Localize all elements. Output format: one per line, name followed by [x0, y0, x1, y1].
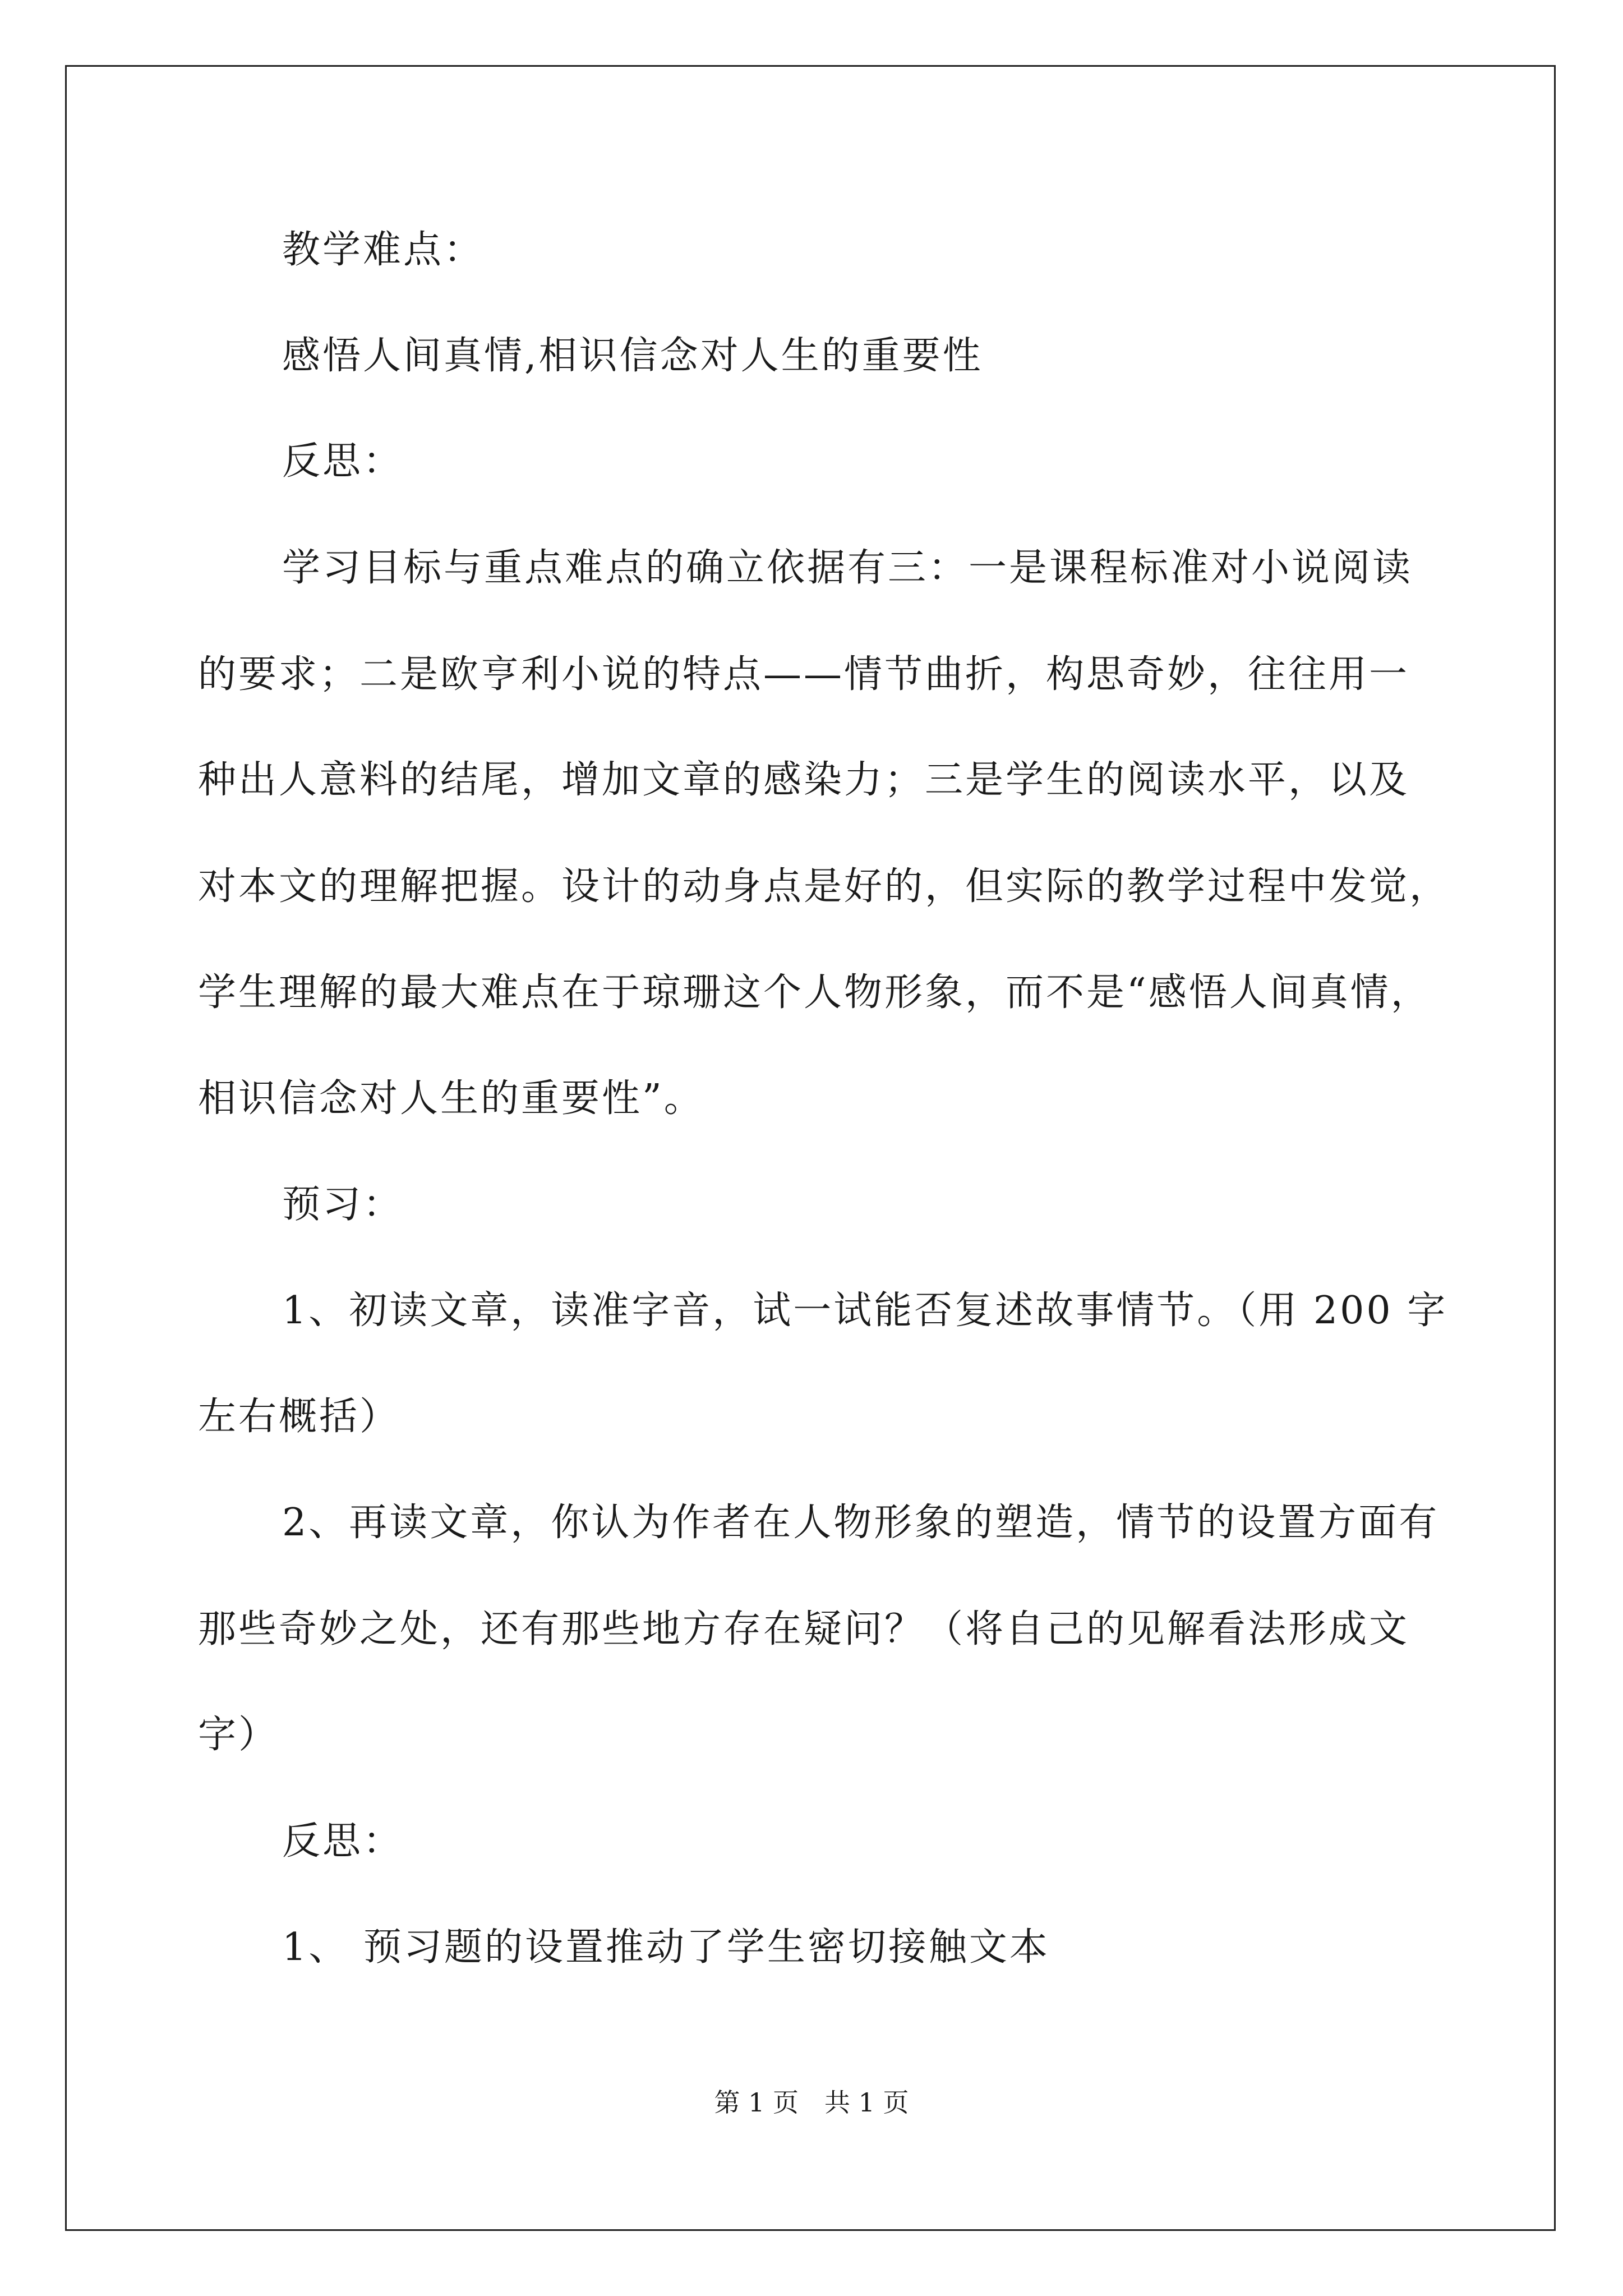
reflection-paragraph-line: 学习目标与重点难点的确立依据有三：一是课程标准对小说阅读 — [282, 546, 1413, 590]
heading-reflection-1: 反思： — [282, 439, 404, 484]
preview-item-2-line: 2、再读文章，你认为作者在人物形象的塑造，情节的设置方面有 — [282, 1501, 1440, 1545]
preview-item-2-line: 那些奇妙之处，还有那些地方存在疑问？（将自己的见解看法形成文 — [198, 1607, 1410, 1651]
reflection-paragraph-line: 相识信念对人生的重要性”。 — [198, 1076, 704, 1121]
difficulty-text: 感悟人间真情,相识信念对人生的重要性 — [282, 334, 983, 378]
reflection-paragraph-line: 对本文的理解把握。设计的动身点是好的，但实际的教学过程中发觉， — [198, 864, 1450, 909]
heading-preview: 预习： — [282, 1182, 404, 1227]
reflection-item-1: 1、 预习题的设置推动了学生密切接触文本 — [282, 1925, 1050, 1970]
preview-item-2-line: 字） — [198, 1713, 279, 1757]
heading-teaching-difficulty: 教学难点： — [282, 228, 485, 272]
preview-item-1-line: 1、初读文章，读准字音，试一试能否复述故事情节。（用 200 字 — [282, 1289, 1448, 1333]
page-border — [65, 65, 1556, 2231]
heading-reflection-2: 反思： — [282, 1819, 404, 1864]
reflection-paragraph-line: 学生理解的最大难点在于琼珊这个人物形象，而不是“感悟人间真情， — [198, 970, 1431, 1015]
preview-item-1-line: 左右概括） — [198, 1395, 400, 1439]
page-footer: 第 1 页 共 1 页 — [714, 2087, 909, 2118]
reflection-paragraph-line: 的要求；二是欧亨利小说的特点——情节曲折，构思奇妙，往往用一 — [198, 652, 1410, 697]
reflection-paragraph-line: 种出人意料的结尾，增加文章的感染力；三是学生的阅读水平，以及 — [198, 758, 1410, 802]
